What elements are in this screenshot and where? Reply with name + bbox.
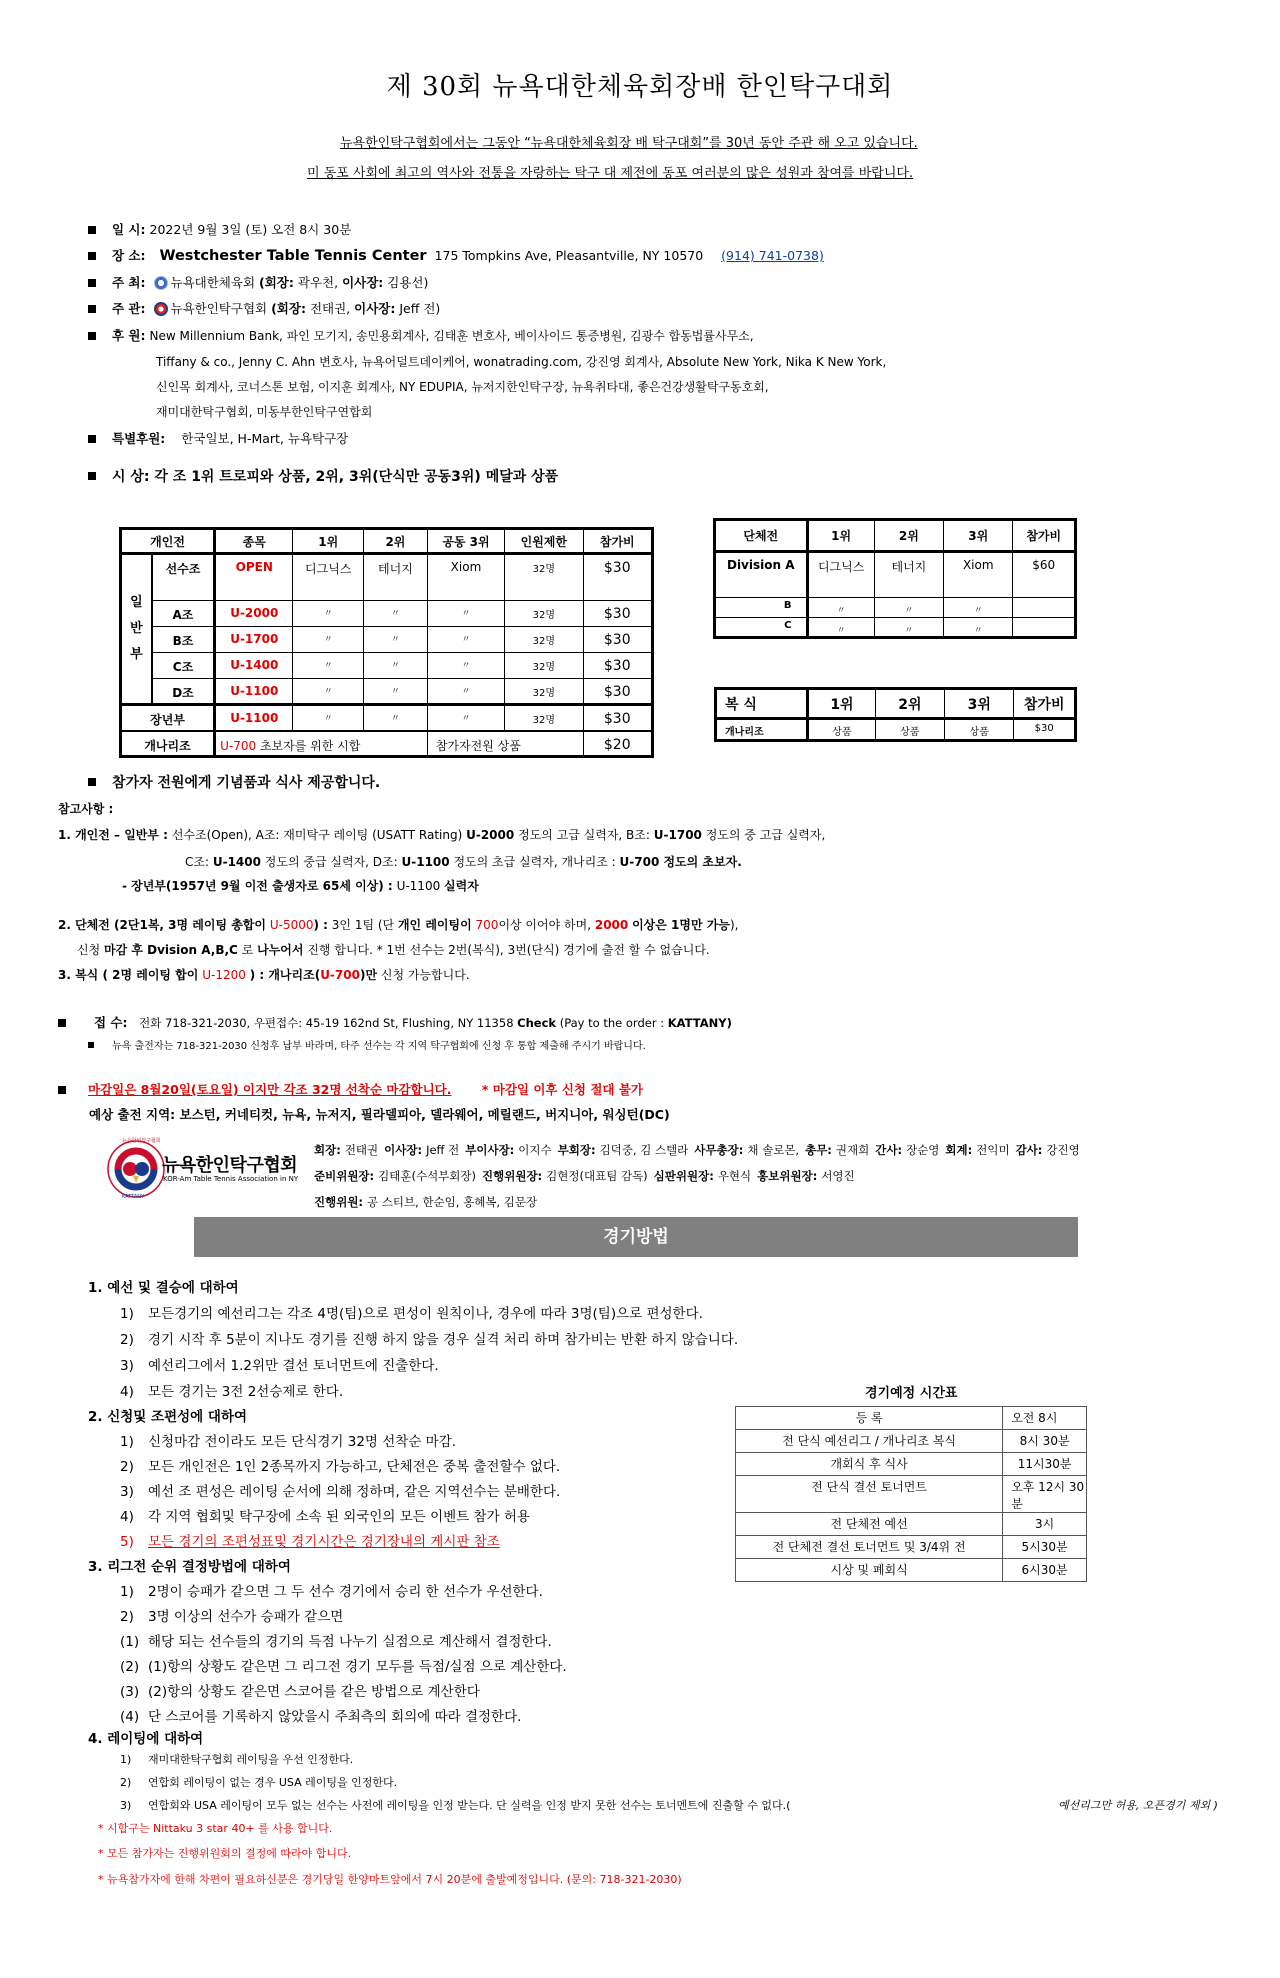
bullet-icon — [58, 1086, 66, 1094]
intro-line-2: 미 동포 사회에 최고의 역사와 전통을 자랑하는 탁구 대 제전에 동포 여러분의 많은 성원과 참여를 바랍니다. — [307, 166, 914, 181]
general-division-label: 일 반 부 — [121, 554, 152, 705]
rules-item — [120, 1774, 397, 1790]
schedule-time: 8시 30분 — [1003, 1430, 1087, 1453]
officer-role: 준비위원장: — [314, 1169, 375, 1183]
schedule-time: 3시 — [1003, 1513, 1087, 1536]
rules-item — [120, 1302, 703, 1322]
rules-section-3: 3. 리그전 순위 결정방법에 대하여 — [88, 1559, 291, 1575]
schedule-event: 전 단체전 결선 토너먼트 및 3/4위 전 — [736, 1536, 1003, 1559]
registration-info: 접 수: 전화 718-321-2030, 우편접수: 45-19 162nd St, Flushing, NY 11358 Check (Pay to the order : KATTANY) — [58, 1013, 732, 1031]
rules-item-number: (3) — [120, 1684, 140, 1700]
rules-item-number: 2) — [120, 1609, 134, 1625]
rules-item — [120, 1680, 480, 1700]
info-date: 일 시: 2022년 9월 3일 (토) 오전 8시 30분 — [88, 220, 351, 238]
table-row: A조 U-2000 〃 〃 〃 32명 $30 — [121, 601, 653, 627]
rules-item-number: 3) — [120, 1484, 134, 1500]
officer-name: 김현정(대표팀 감독) — [546, 1169, 648, 1183]
sports-council-emblem-icon — [154, 276, 168, 290]
table-header-row: 단체전 1위 2위 3위 참가비 — [715, 520, 1076, 552]
officer-name: 김태훈(수석부회장) — [378, 1169, 477, 1183]
rules-item-number: 1) — [120, 1434, 134, 1450]
rules-section-4: 4. 레이팅에 대하여 — [88, 1731, 204, 1747]
schedule-time: 11시30분 — [1003, 1453, 1087, 1476]
rules-item-number: 1) — [120, 1584, 134, 1600]
rules-item-number: (1) — [120, 1634, 140, 1650]
rules-item-number: (2) — [120, 1659, 140, 1675]
schedule-event: 전 단식 예선리그 / 개나리조 복식 — [736, 1430, 1003, 1453]
rules-section-2: 2. 신청및 조편성에 대하여 — [88, 1409, 248, 1425]
rules-item-text: 2명이 승패가 같으면 그 두 선수 경기에서 승리 한 선수가 우선한다. — [148, 1584, 543, 1600]
schedule-time: 5시30분 — [1003, 1536, 1087, 1559]
officer-name: 장순영 — [906, 1143, 940, 1157]
page-title: 제 30회 뉴욕대한체육회장배 한인탁구대회 — [386, 72, 894, 102]
rules-item-number: 3) — [120, 1799, 132, 1812]
table-row: B 〃 〃 〃 — [715, 598, 1076, 618]
officers-line-3 — [314, 1194, 543, 1210]
sponsor-line-2: Tiffany & co., Jenny C. Ahn 변호사, 뉴욕어덜트데이케어, wonatrading.com, 강진영 회계사, Absolute New York, Nika K New York, — [156, 355, 887, 369]
bullet-icon — [88, 1042, 94, 1048]
officer-role: 심판위원장: — [653, 1169, 714, 1183]
schedule-row — [736, 1513, 1087, 1536]
bullet-icon — [88, 279, 96, 287]
schedule-row — [736, 1559, 1087, 1582]
rules-item — [120, 1605, 343, 1625]
schedule-event: 시상 및 폐회식 — [736, 1559, 1003, 1582]
bullet-icon — [88, 435, 96, 443]
rules-item — [120, 1630, 552, 1650]
officer-role: 진행위원장: — [482, 1169, 543, 1183]
bullet-icon — [88, 332, 96, 340]
officer-name: Jeff 전 — [426, 1143, 460, 1157]
officer-name: 권재희 — [835, 1143, 870, 1157]
venue-phone-link[interactable]: (914) 741-0738) — [721, 248, 824, 263]
logo-ring-top: 뉴욕한인탁구협회 — [122, 1138, 161, 1144]
rules-item-text: (2)항의 상황도 같은면 스코어를 같은 방법으로 계산한다 — [148, 1684, 480, 1700]
association-emblem-icon — [154, 302, 168, 316]
officer-name: 전태권 — [344, 1143, 379, 1157]
rules-item-number: 3) — [120, 1358, 134, 1374]
rules-italic-note: 예선리그만 허용, 오픈경기 제외 ) — [1058, 1799, 1218, 1812]
table-row: Division A 디그닉스 테너지 Xiom $60 — [715, 552, 1076, 598]
schedule-time: 오전 8시 — [1003, 1407, 1087, 1430]
schedule-row — [736, 1430, 1087, 1453]
rules-item-text: 재미대한탁구협회 레이팅을 우선 인정한다. — [148, 1753, 354, 1766]
rules-item — [120, 1480, 560, 1500]
logo-name-ko: 뉴욕한인탁구협회 — [162, 1155, 298, 1176]
notes-heading: 참고사항 : — [58, 802, 114, 816]
note-1-line-3: - 장년부(1957년 9월 이전 출생자로 65세 이상) : U-1100 실력자 — [122, 879, 479, 893]
rules-item-number: 2) — [120, 1332, 134, 1348]
schedule-title: 경기예정 시간표 — [865, 1386, 958, 1401]
schedule-event: 전 단식 결선 토너먼트 — [736, 1476, 1003, 1513]
schedule-time: 오후 12시 30분 — [1003, 1476, 1087, 1513]
schedule-table — [735, 1406, 1087, 1582]
rules-item — [120, 1354, 439, 1374]
officer-role: 사무총장: — [694, 1143, 744, 1157]
rules-item-text: 예선리그에서 1.2위만 결선 토너먼트에 진출한다. — [148, 1358, 439, 1374]
schedule-event: 개회식 후 식사 — [736, 1453, 1003, 1476]
officer-role: 홍보위원장: — [757, 1169, 818, 1183]
officer-name: 이지수 — [518, 1143, 552, 1157]
rules-item-text: 연합회와 USA 레이팅이 모두 없는 선수는 사전에 레이팅을 인정 받는다. 단 실력을 인정 받지 못한 선수는 토너멘트에 진출할 수 없다.( — [148, 1799, 791, 1812]
rules-section-1: 1. 예선 및 결승에 대하여 — [88, 1280, 239, 1296]
note-3: 3. 복식 ( 2명 레이팅 합이 U-1200 ) : 개나리조(U-700)만 신청 가능합니다. — [58, 968, 470, 982]
registration-sub-note: 뉴욕 출전자는 718-321-2030 신청후 납부 바라며, 타주 선수는 각 지역 탁구협회에 신청 후 통합 제출해 주시기 바랍니다. — [88, 1037, 646, 1052]
schedule-event: 등 록 — [736, 1407, 1003, 1430]
officer-role: 회장: — [314, 1143, 341, 1157]
rules-item — [120, 1751, 353, 1767]
expected-regions: 예상 출전 지역: 보스턴, 커네티컷, 뉴욕, 뉴저지, 필라델피아, 델라웨어, 메릴랜드, 버지니아, 워싱턴(DC) — [89, 1107, 670, 1122]
rules-item — [120, 1380, 343, 1400]
rules-item — [120, 1797, 790, 1813]
officer-name: 서영진 — [821, 1169, 855, 1183]
gift-note: 참가자 전원에게 기념품과 식사 제공합니다. — [88, 772, 380, 792]
table-row: 일 반 부 선수조 OPEN 디그닉스 테너지 Xiom 32명 $30 — [121, 554, 653, 601]
footnote-1: * 시합구는 Nittaku 3 star 40+ 를 사용 합니다. — [98, 1822, 333, 1835]
table-row: B조 U-1700 〃 〃 〃 32명 $30 — [121, 627, 653, 653]
officer-role: 감사: — [1015, 1143, 1043, 1157]
note-1: 1. 개인전 – 일반부 : 선수조(Open), A조: 재미탁구 레이팅 (USATT Rating) U-2000 정도의 고급 실력자, B조: U-1700 정도의 중 고급 실력자, — [58, 828, 826, 842]
table-row-senior: 장년부 U-1100 〃 〃 〃 32명 $30 — [121, 705, 653, 731]
note-1-line-2: C조: U-1400 정도의 중급 실력자, D조: U-1100 정도의 초급 실력자, 개나리조 : U-700 정도의 초보자. — [185, 855, 742, 869]
footnote-3: * 뉴욕참가자에 한해 차편이 필요하신분은 경기당일 한양마트앞에서 7시 20분에 출발예정입니다. (문의: 718-321-2030) — [98, 1873, 682, 1886]
table-row: C조 U-1400 〃 〃 〃 32명 $30 — [121, 653, 653, 679]
footnote-2: * 모든 참가자는 진행위원회의 결정에 따라야 합니다. — [98, 1847, 352, 1860]
individual-events-table — [119, 527, 654, 758]
bullet-icon — [88, 778, 96, 786]
rules-item-number: 2) — [120, 1459, 134, 1475]
rules-item-text: 단 스코어를 기록하지 않았을시 주최측의 회의에 따라 결정한다. — [148, 1709, 522, 1725]
rules-item — [120, 1705, 521, 1725]
team-events-table — [713, 518, 1077, 639]
info-sponsors: 후 원: New Millennium Bank, 파인 모기지, 송민용회계사, 김태훈 변호사, 베이사이드 통증병원, 김광수 합동법률사무소, — [88, 326, 754, 344]
schedule-row — [736, 1476, 1087, 1513]
info-organizer: 주 관: 뉴욕한인탁구협회 (회장: 전태권, 이사장: Jeff 전) — [88, 299, 440, 317]
info-special-sponsor: 특별후원: 한국일보, H-Mart, 뉴욕탁구장 — [88, 429, 348, 447]
rules-item-text: 모든 개인전은 1인 2종목까지 가능하고, 단체전은 중복 출전할수 없다. — [148, 1459, 561, 1475]
rules-item — [120, 1455, 560, 1475]
bullet-icon — [88, 252, 96, 260]
venue-name: Westchester Table Tennis Center — [159, 248, 427, 264]
table-row: 개나리조 상품 상품 상품 $30 — [716, 719, 1076, 741]
rules-item-text: 연합회 레이팅이 없는 경우 USA 레이팅을 인정한다. — [148, 1776, 398, 1789]
sponsor-line-3: 신인목 회계사, 코너스톤 보험, 이지훈 회계사, NY EDUPIA, 뉴저지한인탁구장, 뉴욕취타대, 좋은건강생활탁구동호회, — [156, 380, 769, 394]
officer-name: 공 스티브, 한순임, 홍혜복, 김문장 — [367, 1195, 538, 1209]
table-header-row: 복 식 1위 2위 3위 참가비 — [716, 689, 1076, 719]
officer-role: 진행위원: — [314, 1195, 364, 1209]
rules-item-text: 경기 시작 후 5분이 지나도 경기를 진행 하지 않을 경우 실격 처리 하며 참가비는 반환 하지 않습니다. — [148, 1332, 739, 1348]
table-header-row: 개인전 종목 1위 2위 공동 3위 인원제한 참가비 — [121, 529, 653, 554]
schedule-event: 전 단체전 예선 — [736, 1513, 1003, 1536]
logo-ring-bottom: KATTANY — [122, 1194, 145, 1200]
rules-item-text: 해당 되는 선수들의 경기의 득점 나누기 실점으로 계산해서 결정한다. — [148, 1634, 552, 1650]
rules-item-number: 2) — [120, 1776, 132, 1789]
venue-address: 175 Tompkins Ave, Pleasantville, NY 10570 — [434, 248, 704, 263]
info-host: 주 최: 뉴욕대한체육회 (회장: 곽우천, 이사장: 김용선) — [88, 273, 428, 291]
schedule-row — [736, 1453, 1087, 1476]
rules-item — [120, 1505, 530, 1525]
rules-item — [120, 1328, 738, 1348]
intro-line-1: 뉴욕한인탁구협회에서는 그동안 “뉴욕대한체육회장 배 탁구대회”를 30년 동안 주관 해 오고 있습니다. — [340, 136, 918, 151]
officer-role: 이사장: — [384, 1143, 423, 1157]
rules-item-text: 모든경기의 예선리그는 각조 4명(팀)으로 편성이 원칙이나, 경우에 따라 3명(팀)으로 편성한다. — [148, 1306, 703, 1322]
rules-item-text: 모든 경기는 3전 2선승제로 한다. — [148, 1384, 344, 1400]
rules-item-number: 4) — [120, 1384, 134, 1400]
bullet-icon — [58, 1019, 66, 1027]
bullet-icon — [88, 472, 96, 480]
officer-name: 채 솔로몬, — [747, 1143, 800, 1157]
schedule-time: 6시30분 — [1003, 1559, 1087, 1582]
section-banner-match-rules: 경기방법 — [194, 1217, 1078, 1257]
officer-role: 총무: — [805, 1143, 832, 1157]
rules-item-text: 각 지역 협회및 탁구장에 소속 된 외국인의 모든 이벤트 참가 허용 — [148, 1509, 530, 1525]
rules-item-number: 1) — [120, 1306, 134, 1322]
deadline-notice: 마감일은 8월20일(토요일) 이지만 각조 32명 선착순 마감합니다. * 마감일 이후 신청 절대 불가 — [58, 1080, 643, 1098]
officer-role: 회계: — [945, 1143, 973, 1157]
schedule-row — [736, 1407, 1087, 1430]
bullet-icon — [88, 226, 96, 234]
sponsor-line-4: 재미대한탁구협회, 미동부한인탁구연합회 — [156, 405, 373, 419]
rules-item — [120, 1430, 456, 1450]
note-2-line-2: 신청 마감 후 Dvision A,B,C 로 나누어서 진행 합니다. * 1번 선수는 2번(복식), 3번(단식) 경기에 출전 할 수 없습니다. — [77, 943, 710, 957]
officer-name: 우현식 — [717, 1169, 752, 1183]
rules-item-number: 4) — [120, 1509, 134, 1525]
info-awards: 시 상: 각 조 1위 트로피와 상품, 2위, 3위(단식만 공동3위) 메달과 상품 — [88, 466, 558, 486]
rules-item — [120, 1655, 567, 1675]
table-row-canary: 개나리조 U-700 초보자를 위한 시합 참가자전원 상품 $20 — [121, 731, 653, 757]
doubles-table — [714, 687, 1077, 742]
officer-role: 간사: — [875, 1143, 903, 1157]
table-row: C 〃 〃 〃 — [715, 618, 1076, 638]
rules-item-text: 예선 조 편성은 레이팅 순서에 의해 정하며, 같은 지역선수는 분배한다. — [148, 1484, 561, 1500]
rules-item — [120, 1580, 543, 1600]
kattany-logo-icon — [106, 1139, 166, 1199]
rules-item-text: 신청마감 전이라도 모든 단식경기 32명 선착순 마감. — [148, 1434, 457, 1450]
logo-name-en: KOR-Am Table Tennis Association in NY — [163, 1175, 299, 1183]
officers-line-2 — [314, 1168, 861, 1184]
officers-line-1 — [314, 1142, 1086, 1158]
officer-name: 전익미 — [976, 1143, 1010, 1157]
rules-item-text: (1)항의 상황도 같은면 그 리그전 경기 모두를 득점/실점 으로 계산한다. — [148, 1659, 567, 1675]
rules-item-number: 1) — [120, 1753, 132, 1766]
bullet-icon — [88, 305, 96, 313]
info-venue: 장 소: Westchester Table Tennis Center 175 Tompkins Ave, Pleasantville, NY 10570 (914) 741-0738) — [88, 246, 824, 264]
officer-role: 부이사장: — [465, 1143, 515, 1157]
rules-item-number: (4) — [120, 1709, 140, 1725]
note-2: 2. 단체전 (2단1복, 3명 레이팅 총합이 U-5000) : 3인 1팀 (단 개인 레이팅이 700이상 이어야 하며, 2000 이상은 1명만 가능), — [58, 918, 739, 932]
rules-item-red: 5) 모든 경기의 조편성표및 경기시간은 경기장내의 게시판 참조 — [120, 1534, 500, 1550]
rules-item-text: 3명 이상의 선수가 승패가 같으면 — [148, 1609, 344, 1625]
table-row: D조 U-1100 〃 〃 〃 32명 $30 — [121, 679, 653, 705]
officer-name: 강진영 — [1046, 1143, 1080, 1157]
schedule-row — [736, 1536, 1087, 1559]
officer-role: 부회장: — [557, 1143, 596, 1157]
officer-name: 김덕중, 김 스텔라 — [599, 1143, 689, 1157]
association-logo — [106, 1138, 299, 1200]
